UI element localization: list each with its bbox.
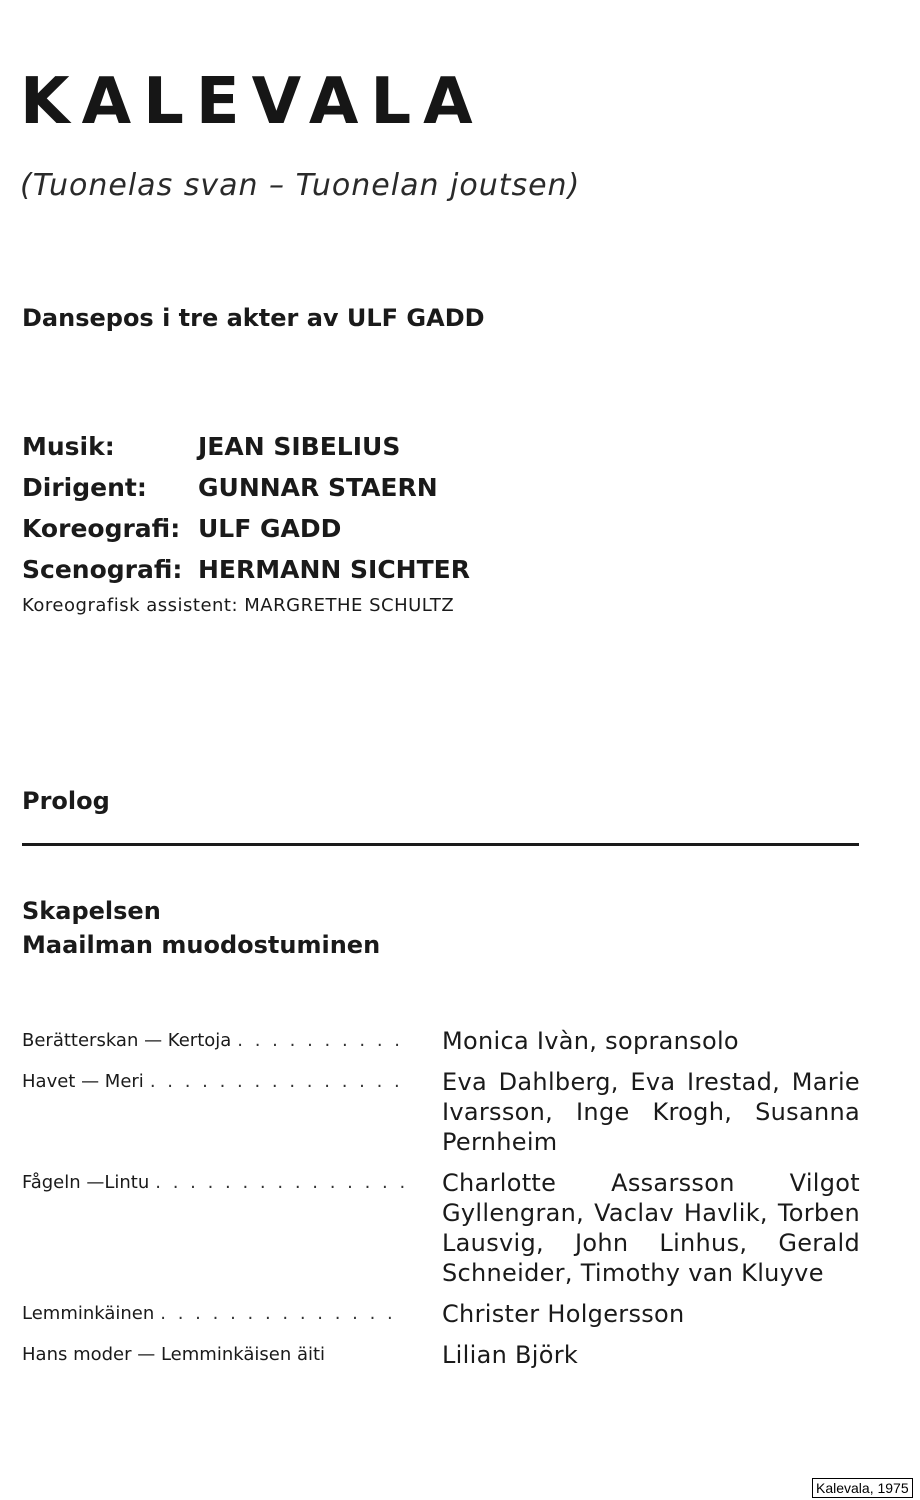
cast-list bbox=[22, 1026, 860, 1381]
cast-role: Lemminkäinen bbox=[22, 1303, 155, 1324]
credit-name: ULF GADD bbox=[198, 514, 342, 543]
choreography-assistant: Koreografisk assistent: MARGRETHE SCHULTZ bbox=[22, 595, 455, 616]
credit-role: Dirigent: bbox=[22, 473, 147, 502]
section-heading-prolog: Prolog bbox=[22, 787, 110, 815]
credit-row-conductor bbox=[22, 467, 722, 508]
credit-row-scenography bbox=[22, 549, 722, 590]
cast-names: Charlotte Assarsson Vilgot Gyllengran, Vaclav Havlik, Torben Lausvig, John Linhus, Gerald Schneider, Timothy van Kluyve bbox=[442, 1169, 860, 1287]
dot-leader bbox=[154, 1299, 404, 1329]
credit-role: Koreografi: bbox=[22, 514, 181, 543]
cast-role: Havet — Meri bbox=[22, 1071, 144, 1092]
cast-row bbox=[22, 1299, 860, 1329]
cast-row bbox=[22, 1340, 860, 1370]
scene-title-finnish: Maailman muodostuminen bbox=[22, 931, 381, 959]
credit-role: Musik: bbox=[22, 432, 115, 461]
program-subtitle: (Tuonelas svan – Tuonelan joutsen) bbox=[20, 168, 581, 203]
credit-row-choreography bbox=[22, 508, 722, 549]
cast-names: Eva Dahlberg, Eva Irestad, Marie Ivarsson, Inge Krogh, Susanna Pernheim bbox=[442, 1068, 860, 1156]
cast-role: Hans moder — Lemminkäisen äiti bbox=[22, 1344, 326, 1365]
credit-name: HERMANN SICHTER bbox=[198, 555, 470, 584]
scene-title bbox=[22, 894, 380, 962]
cast-names: Lilian Björk bbox=[442, 1341, 579, 1369]
credit-row-music bbox=[22, 426, 722, 467]
cast-role: Fågeln —Lintu bbox=[22, 1172, 150, 1193]
dot-leader bbox=[144, 1067, 404, 1097]
cast-row bbox=[22, 1026, 860, 1056]
section-divider bbox=[22, 843, 859, 846]
dot-leader bbox=[231, 1026, 404, 1056]
credits-list bbox=[22, 426, 722, 590]
cast-role: Berätterskan — Kertoja bbox=[22, 1030, 232, 1051]
cast-names: Monica Ivàn, sopransolo bbox=[442, 1027, 739, 1055]
cast-row bbox=[22, 1168, 860, 1288]
scene-title-swedish: Skapelsen bbox=[22, 897, 161, 925]
credit-role: Scenografi: bbox=[22, 555, 183, 584]
cast-names: Christer Holgersson bbox=[442, 1300, 685, 1328]
credit-name: JEAN SIBELIUS bbox=[198, 432, 401, 461]
image-caption-label: Kalevala, 1975 bbox=[812, 1478, 913, 1498]
credit-name: GUNNAR STAERN bbox=[198, 473, 438, 502]
cast-row bbox=[22, 1067, 860, 1157]
program-title: KALEVALA bbox=[20, 65, 485, 139]
dot-leader bbox=[149, 1168, 404, 1198]
program-description: Dansepos i tre akter av ULF GADD bbox=[22, 304, 485, 332]
